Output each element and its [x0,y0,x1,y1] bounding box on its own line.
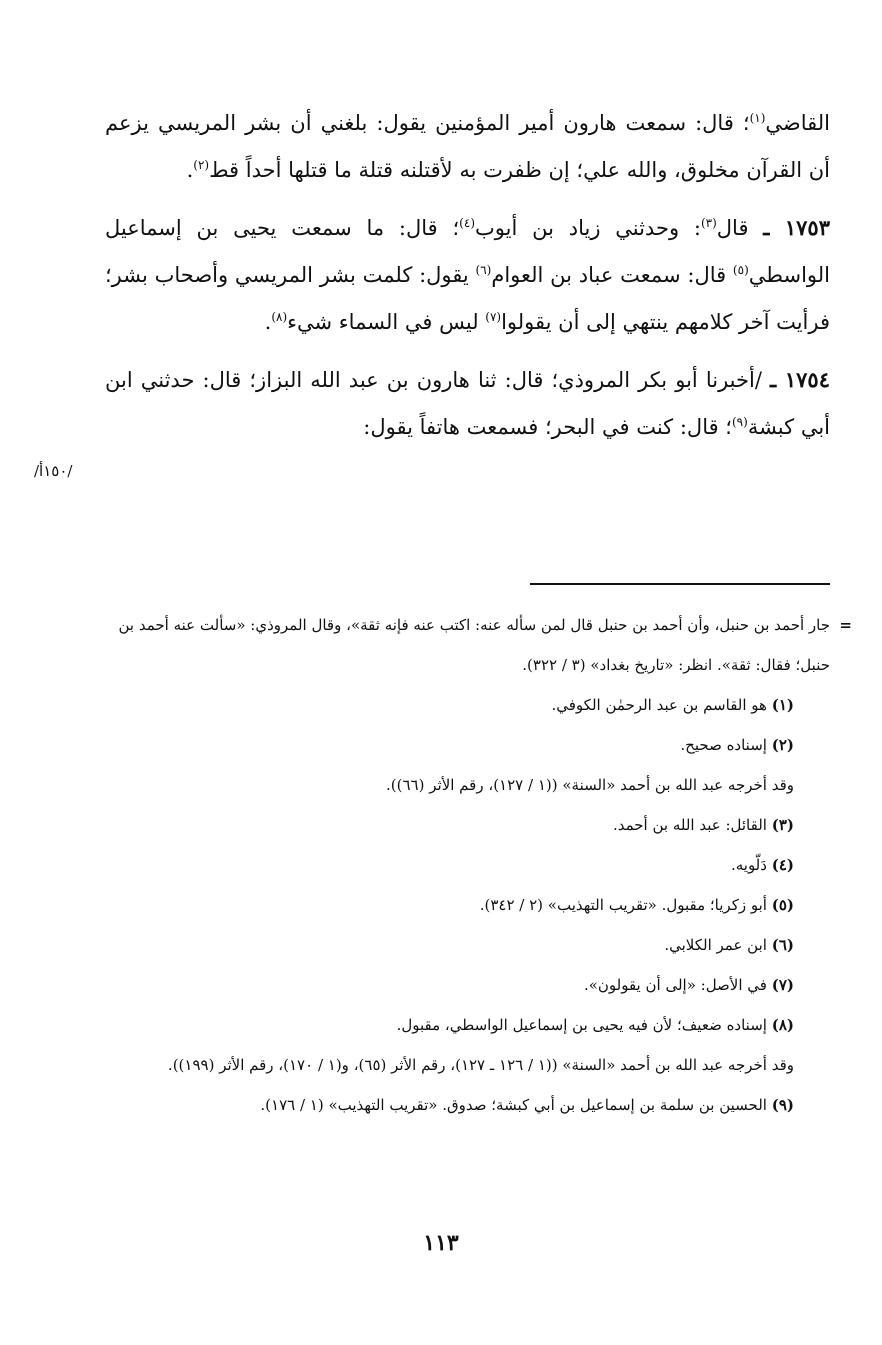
footnote-marker[interactable]: (٦) [475,263,492,277]
text-run: قال: سمعت عباد بن العوام [491,263,733,287]
footnote-text: إسناده صحيح. [680,736,772,754]
text-run: ليس في السماء شيء [287,310,486,334]
footnote-text: أبو زكريا؛ مقبول. «تقريب التهذيب» (٢ / ٣٤٢). [479,896,772,914]
footnote-5 [90,885,830,925]
entry-number: ١٧٥٤ ـ [770,367,830,392]
text-run: القاضي [765,111,830,135]
text-run: /أخبرنا أبو بكر المروذي؛ قال: ثنا هارون بن عبد الله البزاز؛ قال: حدثني ابن أبي كبشة [105,368,830,439]
footnote-separator [530,583,830,585]
text-run: ؛ قال: كنت في البحر؛ فسمعت هاتفاً يقول: [363,415,732,439]
footnote-marker[interactable]: (٢) [193,158,210,172]
footnote-2-extra [90,765,830,805]
footnote-text: الحسين بن سلمة بن إسماعيل بن أبي كبشة؛ صدوق. «تقريب التهذيب» (١ / ١٧٦). [260,1096,772,1114]
paragraph-1753 [105,204,830,346]
footnote-marker[interactable]: (٩) [731,415,748,429]
text-run: ؛ قال: سمعت هارون أمير المؤمنين يقول: بلغني أن بشر المريسي يزعم أن القرآن مخلوق، والله علي؛ إن ظفرت به لأقتلنه قتلة ما قتلها أحداً قط [105,111,830,182]
footnote-marker[interactable]: (٧) [485,310,502,324]
footnote-6 [90,925,830,965]
main-text [105,100,830,461]
paragraph-1 [105,100,830,194]
footnote-ref: (٣) [771,816,794,834]
footnote-continuation [90,605,852,685]
footnote-text: دَلّويه. [730,856,772,874]
footnote-text: إسناده ضعيف؛ لأن فيه يحيى بن إسماعيل الواسطي، مقبول. [396,1016,772,1034]
footnote-text: القائل: عبد الله بن أحمد. [612,816,772,834]
text-run: قال [716,216,764,240]
footnote-text: هو القاسم بن عبد الرحمٰن الكوفي. [551,696,772,714]
footnote-4 [90,845,830,885]
footnote-2 [90,725,830,765]
footnote-ref: (٩) [771,1096,794,1114]
entry-number: ١٧٥٣ ـ [763,215,830,240]
text-run: ؛ قال: ما سمعت يحيى بن إسماعيل الواسطي [105,216,830,287]
footnote-7 [90,965,830,1005]
footnote-9 [90,1085,830,1125]
footnote-text: وقد أخرجه عبد الله بن أحمد «السنة» ((١ / ١٢٦ ـ ١٢٧)، رقم الأثر (٦٥)، و(١ / ١٧٠)، رقم الأثر (١٩٩)). [167,1056,794,1074]
footnote-marker[interactable]: (٣) [700,216,717,230]
text-run: : وحدثني زياد بن أيوب [475,216,701,240]
footnote-text: وقد أخرجه عبد الله بن أحمد «السنة» ((١ / ١٢٧)، رقم الأثر (٦٦)). [386,776,794,794]
text-run: . [264,310,272,334]
footnote-marker[interactable]: (١) [749,111,766,125]
footnote-3 [90,805,830,845]
footnote-ref: (٨) [771,1016,794,1034]
continuation-mark: = [839,616,852,634]
footnote-ref: (١) [771,696,794,714]
footnote-1 [90,685,830,725]
footnote-ref: (٢) [771,736,794,754]
footnote-text: في الأصل: «إلى أن يقولون». [583,976,772,994]
footnote-8 [90,1005,830,1045]
footnote-ref: (٧) [771,976,794,994]
footnote-ref: (٤) [771,856,794,874]
page-number: ١١٣ [423,1230,459,1256]
footnote-marker[interactable]: (٥) [732,263,749,277]
text-run: يقول: كلمت بشر المريسي وأصحاب بشر؛ فرأيت آخر كلامهم ينتهي إلى أن يقولوا [105,263,830,334]
footnote-ref: (٥) [771,896,794,914]
footnote-8-extra [90,1045,830,1085]
footnotes [90,605,852,1125]
text-run: . [186,158,194,182]
footnote-marker[interactable]: (٨) [271,310,288,324]
footnote-text: جار أحمد بن حنبل، وأن أحمد بن حنبل قال لمن سأله عنه: اكتب عنه فإنه ثقة»، وقال المروذي: «سألت عنه أحمد بن حنبل؛ فقال: ثقة». انظر: «تاريخ بغداد» (٣ / ٣٢٢). [118,616,830,674]
footnote-ref: (٦) [771,936,794,954]
footnote-marker[interactable]: (٤) [459,216,475,230]
footnote-text: ابن عمر الكلابي. [664,936,772,954]
manuscript-folio-note: /١٥٠أ/ [34,462,73,480]
paragraph-1754 [105,356,830,451]
